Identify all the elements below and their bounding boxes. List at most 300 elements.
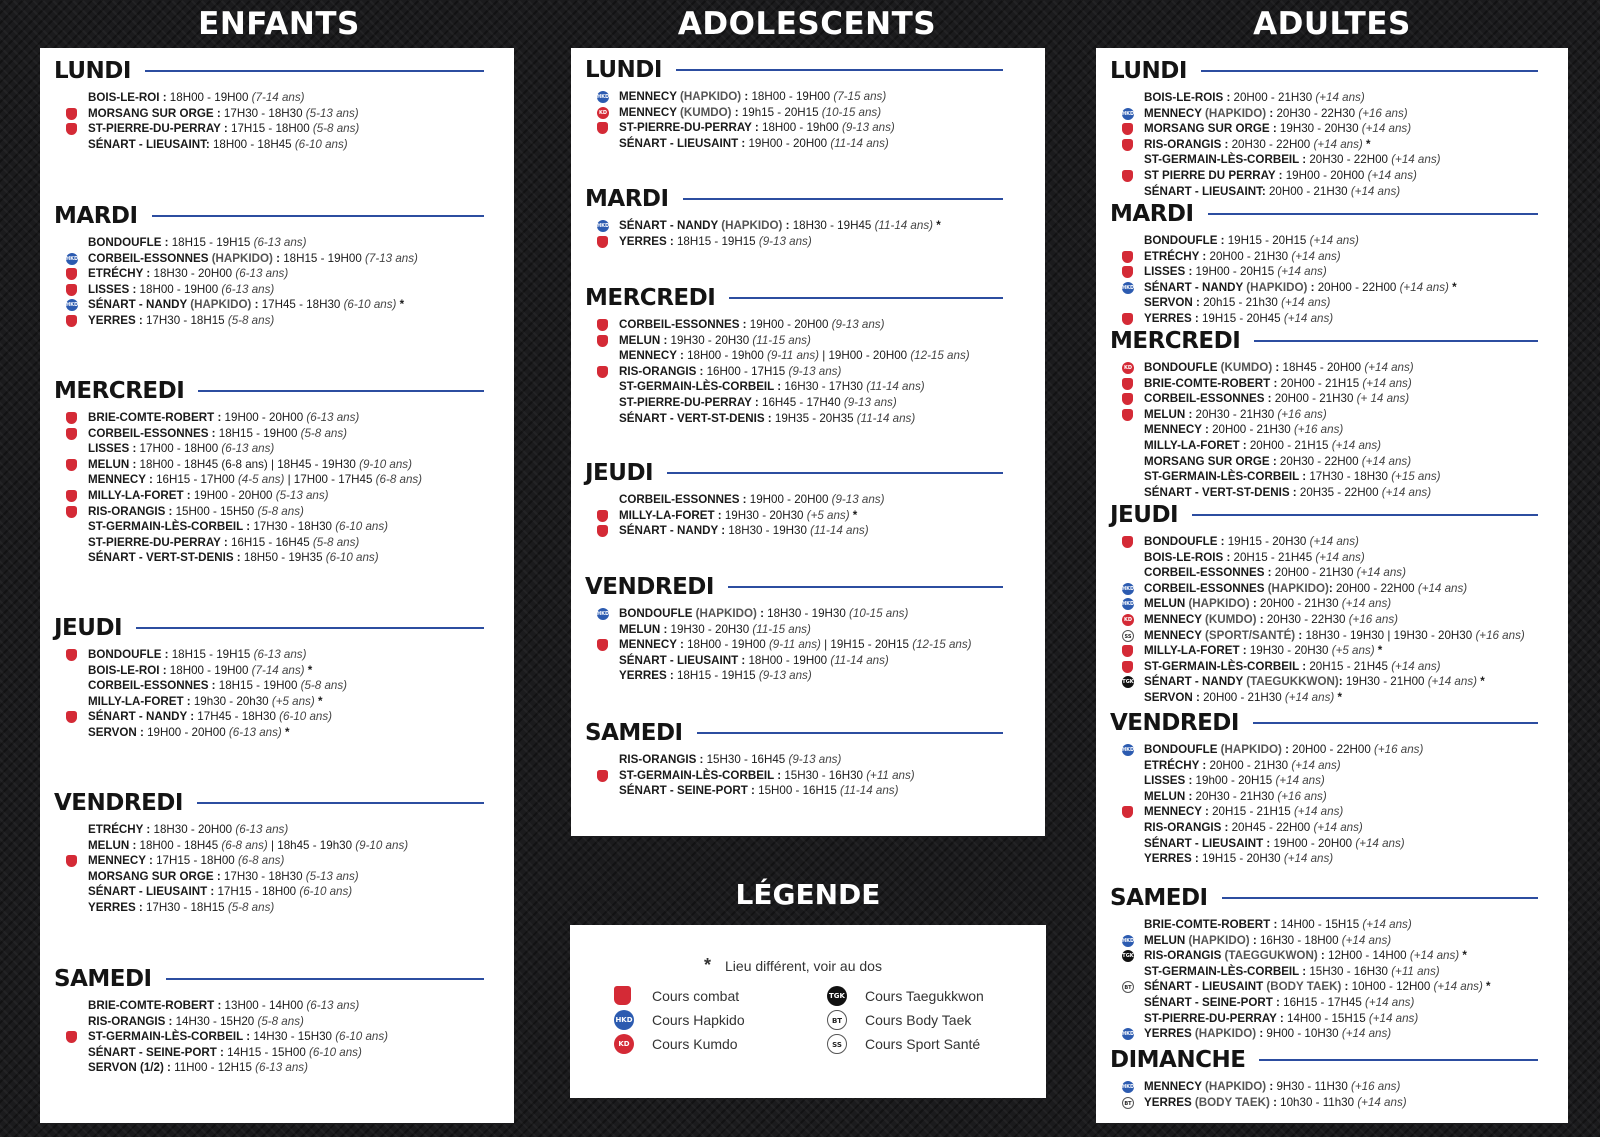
class-entry bbox=[585, 379, 1003, 395]
age-range: (5-8 ans) bbox=[257, 1014, 304, 1028]
time-slot: 17H00 - 18H00 bbox=[136, 442, 222, 456]
legend-panel bbox=[570, 925, 1046, 1098]
legend-item-combat bbox=[614, 985, 739, 1007]
day-heading bbox=[1110, 500, 1538, 530]
day-name: SAMEDI bbox=[1110, 885, 1208, 911]
combat-badge-icon bbox=[66, 412, 77, 424]
day-name: MERCREDI bbox=[585, 285, 716, 311]
age-range: (+14 ans) bbox=[1409, 949, 1460, 963]
day-heading bbox=[54, 964, 484, 994]
class-list bbox=[585, 218, 1003, 249]
age-range: (+16 ans) bbox=[1293, 423, 1344, 437]
time-slot: 20H00 - 21H30 bbox=[1208, 423, 1294, 437]
age-range: (9-13 ans) bbox=[831, 493, 885, 506]
class-list bbox=[1110, 233, 1538, 327]
day-divider bbox=[1208, 213, 1538, 215]
age-range: (9-13 ans) bbox=[843, 395, 897, 409]
age-range: (+14 ans) bbox=[1367, 168, 1417, 182]
age-range: (+14 ans) bbox=[1309, 535, 1359, 548]
class-list bbox=[1110, 742, 1538, 867]
discipline: (HAPKIDO) bbox=[1242, 280, 1308, 294]
location: BONDOUFLE : bbox=[1144, 234, 1225, 247]
location-sep: : bbox=[1266, 106, 1274, 120]
combat-badge-icon bbox=[597, 510, 608, 522]
age-range: (+14 ans) bbox=[1313, 820, 1363, 834]
location: CORBEIL-ESSONNES : bbox=[88, 679, 216, 693]
age-range: (5-13 ans) bbox=[275, 488, 329, 502]
class-entry bbox=[54, 535, 484, 551]
time-slot: 14H00 - 15H15 bbox=[1283, 1011, 1369, 1025]
day-section-jeudi bbox=[571, 458, 1045, 539]
age-range: (11-14 ans) bbox=[866, 380, 925, 394]
day-heading bbox=[1110, 883, 1538, 913]
class-list bbox=[54, 235, 484, 329]
hkd-badge-icon: HKD bbox=[66, 299, 78, 311]
combat-badge-icon bbox=[1122, 645, 1133, 657]
location: RIS-ORANGIS : bbox=[1144, 137, 1229, 151]
class-entry bbox=[1110, 643, 1538, 659]
class-entry bbox=[1110, 964, 1538, 980]
class-entry bbox=[1110, 280, 1538, 296]
hkd-badge-icon: HKD bbox=[1122, 583, 1134, 595]
day-divider bbox=[1253, 722, 1538, 724]
age-range: (+14 ans) bbox=[1399, 280, 1449, 294]
legend-item-tgk bbox=[827, 985, 984, 1007]
class-entry bbox=[585, 637, 1003, 653]
class-entry bbox=[1110, 804, 1538, 820]
combat-badge-icon bbox=[66, 490, 77, 502]
class-entry bbox=[54, 121, 484, 137]
age-range: (+14 ans) bbox=[1277, 265, 1327, 279]
time-slot: 18H15 - 19H15 bbox=[168, 236, 254, 249]
time-slot: 18H00 - 18H45 bbox=[209, 137, 295, 151]
class-entry bbox=[54, 504, 484, 520]
time-slot-2: | 17H00 - 17H45 bbox=[284, 473, 376, 487]
time-slot: 18H30 - 19H45 bbox=[789, 219, 875, 232]
time-slot: 18H50 - 19H35 bbox=[240, 551, 326, 565]
time-slot: 17H30 - 18H30 bbox=[220, 106, 306, 120]
hkd-badge-icon: HKD bbox=[597, 91, 609, 103]
age-range: (6-10 ans) bbox=[299, 885, 353, 899]
location-sep: : bbox=[1317, 949, 1325, 963]
class-entry bbox=[54, 1014, 484, 1030]
age-range: (9-13 ans) bbox=[758, 234, 812, 248]
age-range: (5-8 ans) bbox=[300, 679, 348, 693]
class-entry bbox=[54, 709, 484, 725]
class-entry bbox=[54, 694, 484, 710]
class-entry bbox=[585, 364, 1003, 380]
combat-badge-icon bbox=[1122, 378, 1133, 390]
time-slot: 18H15 - 19H00 bbox=[279, 251, 366, 265]
location: LISSES : bbox=[1144, 265, 1193, 279]
age-range: (11-14 ans) bbox=[856, 411, 916, 425]
discipline: (HAPKIDO) bbox=[1185, 933, 1250, 947]
day-name: JEUDI bbox=[1110, 502, 1179, 528]
time-slot: 20H00 - 21H30 bbox=[1271, 566, 1357, 580]
time-slot: 20H00 - 21H30 bbox=[1206, 758, 1292, 772]
time-slot: 19H00 - 20H00 bbox=[746, 493, 832, 506]
day-divider bbox=[145, 70, 484, 72]
class-list bbox=[585, 89, 1003, 151]
time-slot: 19H00 - 20H00 bbox=[143, 725, 229, 739]
adolescents-title: ADOLESCENTS bbox=[677, 6, 937, 42]
class-entry bbox=[54, 137, 484, 153]
class-entry bbox=[54, 457, 484, 473]
time-slot: 19h00 - 20H15 bbox=[1192, 774, 1276, 788]
time-slot: 20H00 - 21H30 bbox=[1230, 91, 1316, 104]
age-range: (9-13 ans) bbox=[758, 669, 812, 683]
location: ST-PIERRE-DU-PERRAY : bbox=[88, 535, 228, 549]
location: BONDOUFLE : bbox=[1144, 535, 1225, 548]
day-name: LUNDI bbox=[1110, 58, 1187, 84]
age-range: (+5 ans) bbox=[271, 694, 315, 708]
age-range: (5-8 ans) bbox=[312, 535, 360, 549]
age-range: (+14 ans) bbox=[1313, 137, 1363, 151]
location: CORBEIL-ESSONNES : bbox=[619, 493, 747, 506]
time-slot: 16H15 - 17H00 bbox=[152, 473, 238, 487]
location: MENNECY : bbox=[1144, 805, 1209, 819]
day-name: LUNDI bbox=[54, 58, 131, 84]
age-range: (11-14 ans) bbox=[810, 524, 869, 538]
combat-badge-icon bbox=[66, 459, 77, 471]
location: SÉNART - SEINE-PORT : bbox=[88, 1045, 224, 1059]
day-divider bbox=[1222, 897, 1538, 899]
location: YERRES : bbox=[619, 669, 674, 683]
age-range: (+14 ans) bbox=[1381, 485, 1432, 499]
age-range: (+14 ans) bbox=[1309, 234, 1359, 247]
time-slot: 20H45 - 22H00 bbox=[1228, 820, 1314, 834]
different-location-mark: * bbox=[849, 508, 858, 522]
day-name: JEUDI bbox=[54, 615, 123, 641]
time-slot: 12H00 - 14H00 bbox=[1324, 949, 1410, 963]
combat-badge-icon bbox=[597, 366, 608, 378]
location: ST-PIERRE-DU-PERRAY : bbox=[88, 122, 228, 136]
discipline: (SPORT/SANTÉ) bbox=[1201, 628, 1296, 642]
location: SÉNART - VERT-ST-DENIS : bbox=[1144, 485, 1297, 499]
age-range: (6-13 ans) bbox=[253, 648, 307, 661]
combat-badge-icon bbox=[66, 268, 77, 280]
location: BONDOUFLE : bbox=[88, 236, 169, 249]
time-slot: 19h15 - 20H15 bbox=[738, 105, 822, 119]
location: MENNECY : bbox=[619, 349, 684, 363]
age-range: (+14 ans) bbox=[1391, 153, 1441, 167]
location-sep: : bbox=[251, 298, 259, 312]
day-section-mercredi bbox=[1096, 326, 1568, 500]
class-entry bbox=[1110, 264, 1538, 280]
combat-badge-icon bbox=[1122, 409, 1133, 421]
class-entry bbox=[1110, 438, 1538, 454]
combat-badge-icon bbox=[1122, 266, 1133, 278]
class-entry bbox=[1110, 674, 1538, 690]
location-sep: : bbox=[1256, 612, 1264, 626]
age-range: (+16 ans) bbox=[1358, 106, 1408, 120]
time-slot: 16H15 - 16H45 bbox=[227, 535, 313, 549]
location: SÉNART - NANDY bbox=[1144, 675, 1243, 689]
different-location-mark: * bbox=[1362, 137, 1371, 151]
time-slot: 18H30 - 20H00 bbox=[150, 267, 236, 281]
location: ST-GERMAIN-LÈS-CORBEIL : bbox=[1144, 153, 1307, 167]
time-slot: 20H15 - 21H15 bbox=[1208, 805, 1294, 819]
kd-badge-icon: KD bbox=[614, 1034, 634, 1054]
day-section-dimanche bbox=[1096, 1045, 1568, 1110]
time-slot: 19H00 - 20H00 bbox=[221, 411, 307, 424]
class-list bbox=[585, 492, 1003, 539]
age-range: (+14 ans) bbox=[1361, 454, 1412, 468]
day-divider bbox=[1254, 340, 1538, 342]
location-sep: : bbox=[1249, 597, 1257, 611]
ss-badge-icon: SS bbox=[827, 1034, 847, 1054]
location: SÉNART - LIEUSAINT : bbox=[1144, 836, 1271, 850]
location-sep: : bbox=[1272, 361, 1280, 374]
time-slot: 14H15 - 15H00 bbox=[223, 1045, 309, 1059]
combat-badge-icon bbox=[597, 525, 608, 537]
location-sep: : bbox=[1249, 933, 1257, 947]
time-slot: 19H30 - 20H30 bbox=[667, 622, 753, 636]
age-range: (9-10 ans) bbox=[359, 457, 412, 471]
location-sep: : bbox=[272, 251, 280, 265]
day-heading bbox=[585, 572, 1003, 602]
class-entry bbox=[1110, 1079, 1538, 1095]
time-slot: 14H00 - 15H15 bbox=[1277, 918, 1363, 931]
time-slot: 15H30 - 16H30 bbox=[781, 768, 867, 782]
day-name: LUNDI bbox=[585, 57, 662, 83]
class-entry bbox=[54, 410, 484, 426]
age-range: (+14 ans) bbox=[1350, 184, 1401, 198]
age-range: (+ 14 ans) bbox=[1356, 392, 1410, 406]
bt-badge-icon: BT bbox=[1122, 1097, 1134, 1109]
legend-item-bt bbox=[827, 1009, 971, 1031]
day-divider bbox=[197, 802, 484, 804]
age-range: (6-10 ans) bbox=[325, 551, 379, 565]
time-slot: 18H00 - 19h00 bbox=[758, 121, 842, 135]
different-location-mark: * bbox=[933, 219, 941, 232]
age-range: (5-8 ans) bbox=[257, 504, 304, 518]
age-range: (6-13 ans) bbox=[306, 411, 360, 424]
time-slot: 17H30 - 18H15 bbox=[142, 900, 228, 914]
age-range: (11-15 ans) bbox=[752, 333, 811, 347]
location: SÉNART - LIEUSAINT: bbox=[88, 137, 210, 151]
legend-label: Cours Kumdo bbox=[652, 1036, 738, 1052]
time-slot: 18H15 - 19H15 bbox=[168, 648, 254, 661]
age-range: (+5 ans) bbox=[806, 508, 850, 522]
day-section-vendredi bbox=[1096, 708, 1568, 867]
age-range: (11-14 ans) bbox=[830, 136, 889, 150]
time-slot: 17H30 - 18H30 bbox=[1306, 470, 1392, 484]
day-heading bbox=[585, 55, 1003, 85]
combat-badge-icon bbox=[66, 284, 77, 296]
time-slot: 20H30 - 21H30 bbox=[1192, 789, 1278, 803]
location-sep: : bbox=[1341, 980, 1349, 994]
location: YERRES : bbox=[1144, 311, 1199, 325]
class-entry bbox=[585, 508, 1003, 524]
location: MELUN bbox=[1144, 597, 1186, 611]
legend-label: Cours Taegukkwon bbox=[865, 988, 984, 1004]
day-section-mardi bbox=[571, 184, 1045, 249]
class-entry bbox=[54, 647, 484, 663]
discipline: (BODY TAEK) bbox=[1191, 1095, 1270, 1109]
hkd-badge-icon: HKD bbox=[1122, 108, 1134, 120]
age-range: (6-13 ans) bbox=[221, 442, 275, 456]
age-range: (+14 ans) bbox=[1341, 597, 1392, 611]
class-list bbox=[585, 317, 1003, 426]
age-range: (+14 ans) bbox=[1357, 1095, 1407, 1109]
legend-note bbox=[704, 955, 882, 976]
class-entry bbox=[1110, 152, 1538, 168]
enfants-panel bbox=[40, 48, 514, 1123]
class-entry bbox=[585, 89, 1003, 105]
class-entry bbox=[585, 492, 1003, 508]
age-range: (+14 ans) bbox=[1283, 852, 1334, 866]
location: MILLY-LA-FORET : bbox=[88, 488, 191, 502]
age-range: (+14 ans) bbox=[1281, 296, 1331, 310]
time-slot: 17H15 - 18H00 bbox=[227, 122, 313, 136]
location: SERVON : bbox=[1144, 690, 1200, 704]
age-range-2: (12-15 ans) bbox=[910, 349, 970, 363]
discipline: (BODY TAEK) bbox=[1263, 980, 1342, 994]
age-range: (+14 ans) bbox=[1355, 836, 1405, 850]
different-location-mark: * bbox=[1459, 949, 1467, 963]
age-range: (10-15 ans) bbox=[849, 607, 909, 620]
time-slot: 15H00 - 15H50 bbox=[172, 504, 258, 518]
location: MENNECY bbox=[1144, 1080, 1202, 1093]
combat-badge-icon bbox=[66, 315, 77, 327]
class-entry bbox=[54, 297, 484, 313]
time-slot: 17H30 - 18H30 bbox=[250, 520, 336, 534]
class-entry bbox=[585, 395, 1003, 411]
time-slot: 19H30 - 20H30 bbox=[1246, 644, 1332, 658]
class-entry bbox=[54, 678, 484, 694]
age-range: (6-10 ans) bbox=[294, 137, 348, 151]
time-slot: 19H35 - 20H35 bbox=[771, 411, 857, 425]
class-entry bbox=[1110, 1095, 1538, 1111]
class-entry bbox=[54, 869, 484, 885]
location: BRIE-COMTE-ROBERT : bbox=[1144, 376, 1278, 390]
time-slot: 18H30 - 19H30 | 19H30 - 20H30 bbox=[1302, 628, 1476, 642]
age-range: (6-10 ans) bbox=[335, 1030, 389, 1044]
class-entry bbox=[585, 348, 1003, 364]
class-entry bbox=[585, 783, 1003, 799]
time-slot: 18H15 - 19H00 bbox=[215, 426, 301, 440]
time-slot: 17H45 - 18H30 bbox=[258, 298, 344, 312]
location: MILLY-LA-FORET : bbox=[619, 508, 722, 522]
age-range: (6-13 ans) bbox=[228, 725, 282, 739]
location: SÉNART - NANDY bbox=[619, 219, 718, 232]
class-entry bbox=[1110, 628, 1538, 644]
class-list bbox=[1110, 534, 1538, 706]
time-slot: 18H15 - 19H15 bbox=[673, 669, 759, 683]
time-slot: 16H45 - 17H40 bbox=[758, 395, 844, 409]
location-sep: : bbox=[741, 90, 749, 103]
location: ST-PIERRE-DU-PERRAY : bbox=[619, 395, 759, 409]
location: ETRÉCHY : bbox=[1144, 758, 1207, 772]
time-slot: 14H30 - 15H20 bbox=[172, 1014, 258, 1028]
day-name: MARDI bbox=[585, 186, 669, 212]
time-slot: 19H15 - 20H45 bbox=[1198, 311, 1284, 325]
different-location-mark: * bbox=[1374, 644, 1383, 658]
class-entry bbox=[54, 822, 484, 838]
age-range: (+14 ans) bbox=[1433, 980, 1483, 994]
location: RIS-ORANGIS : bbox=[88, 504, 173, 518]
time-slot: 20H00 - 21H30 bbox=[1199, 690, 1285, 704]
age-range: (+14 ans) bbox=[1283, 311, 1334, 325]
time-slot: 19H00 - 20H00 bbox=[1282, 168, 1368, 182]
hkd-badge-icon: HKD bbox=[614, 1010, 634, 1030]
time-slot: 20H00 - 21H30 bbox=[1206, 249, 1292, 263]
class-entry bbox=[54, 900, 484, 916]
location-sep: : bbox=[1328, 581, 1333, 595]
location: MELUN : bbox=[88, 838, 137, 852]
time-slot: 19H30 - 20H30 bbox=[1276, 122, 1362, 136]
location: BONDOUFLE bbox=[1144, 361, 1218, 374]
class-entry bbox=[1110, 995, 1538, 1011]
bt-badge-icon: BT bbox=[827, 1010, 847, 1030]
location: MELUN bbox=[1144, 933, 1186, 947]
time-slot: 20H30 - 22H00 bbox=[1306, 153, 1392, 167]
location: RIS-ORANGIS : bbox=[619, 753, 704, 766]
combat-badge-icon bbox=[597, 319, 608, 331]
hkd-badge-icon: HKD bbox=[597, 608, 609, 620]
class-list bbox=[54, 998, 484, 1076]
day-heading bbox=[54, 613, 484, 643]
class-entry bbox=[1110, 1011, 1538, 1027]
location: BOIS-LE-ROIS : bbox=[1144, 91, 1231, 104]
time-slot: 20H00 - 21H15 bbox=[1246, 438, 1332, 452]
time-slot: 10h30 - 11h30 bbox=[1276, 1095, 1358, 1109]
combat-badge-icon bbox=[66, 711, 77, 723]
class-list bbox=[585, 752, 1003, 799]
combat-badge-icon bbox=[597, 236, 608, 248]
age-range: (6-13 ans) bbox=[253, 236, 307, 249]
combat-badge-icon bbox=[66, 855, 77, 867]
day-heading bbox=[1110, 708, 1538, 738]
class-entry bbox=[585, 752, 1003, 768]
age-range: (+14 ans) bbox=[1284, 690, 1335, 704]
hkd-badge-icon: HKD bbox=[1122, 598, 1134, 610]
location: MILLY-LA-FORET : bbox=[1144, 438, 1247, 452]
location: SÉNART - SEINE-PORT : bbox=[1144, 995, 1280, 1009]
day-divider bbox=[697, 732, 1003, 734]
kd-badge-icon: KD bbox=[1122, 362, 1134, 374]
tgk-badge-icon: TGK bbox=[1122, 676, 1134, 688]
age-range: (6-10 ans) bbox=[309, 1045, 362, 1059]
class-entry bbox=[1110, 311, 1538, 327]
location-sep: : bbox=[1269, 1095, 1277, 1109]
day-name: MERCREDI bbox=[1110, 328, 1241, 354]
class-entry bbox=[1110, 407, 1538, 423]
location: RIS-ORANGIS : bbox=[88, 1014, 173, 1028]
time-slot: 19h30 - 20h30 bbox=[190, 694, 272, 708]
time-slot: 15H00 - 16H15 bbox=[754, 784, 840, 798]
class-entry bbox=[1110, 596, 1538, 612]
location: SÉNART - NANDY bbox=[88, 298, 187, 312]
class-list bbox=[54, 822, 484, 916]
time-slot: 18H00 - 19H00 bbox=[166, 91, 252, 104]
location: MENNECY bbox=[1144, 106, 1202, 120]
time-slot-2: | 19H00 - 20H00 bbox=[819, 349, 911, 363]
time-slot: 20H00 - 21H30 bbox=[1265, 184, 1351, 198]
time-slot: 18H00 - 18H45 bbox=[136, 838, 222, 852]
location: SÉNART - LIEUSAINT: bbox=[1144, 184, 1266, 198]
location-sep: : bbox=[1307, 280, 1315, 294]
class-entry bbox=[54, 998, 484, 1014]
location: SÉNART - LIEUSAINT : bbox=[619, 653, 746, 667]
day-section-mercredi bbox=[571, 283, 1045, 426]
day-section-lundi bbox=[40, 56, 514, 152]
day-divider bbox=[667, 472, 1003, 474]
location-sep: : bbox=[782, 219, 790, 232]
class-list bbox=[1110, 917, 1538, 1042]
time-slot: 20H30 - 22H00 bbox=[1228, 137, 1314, 151]
